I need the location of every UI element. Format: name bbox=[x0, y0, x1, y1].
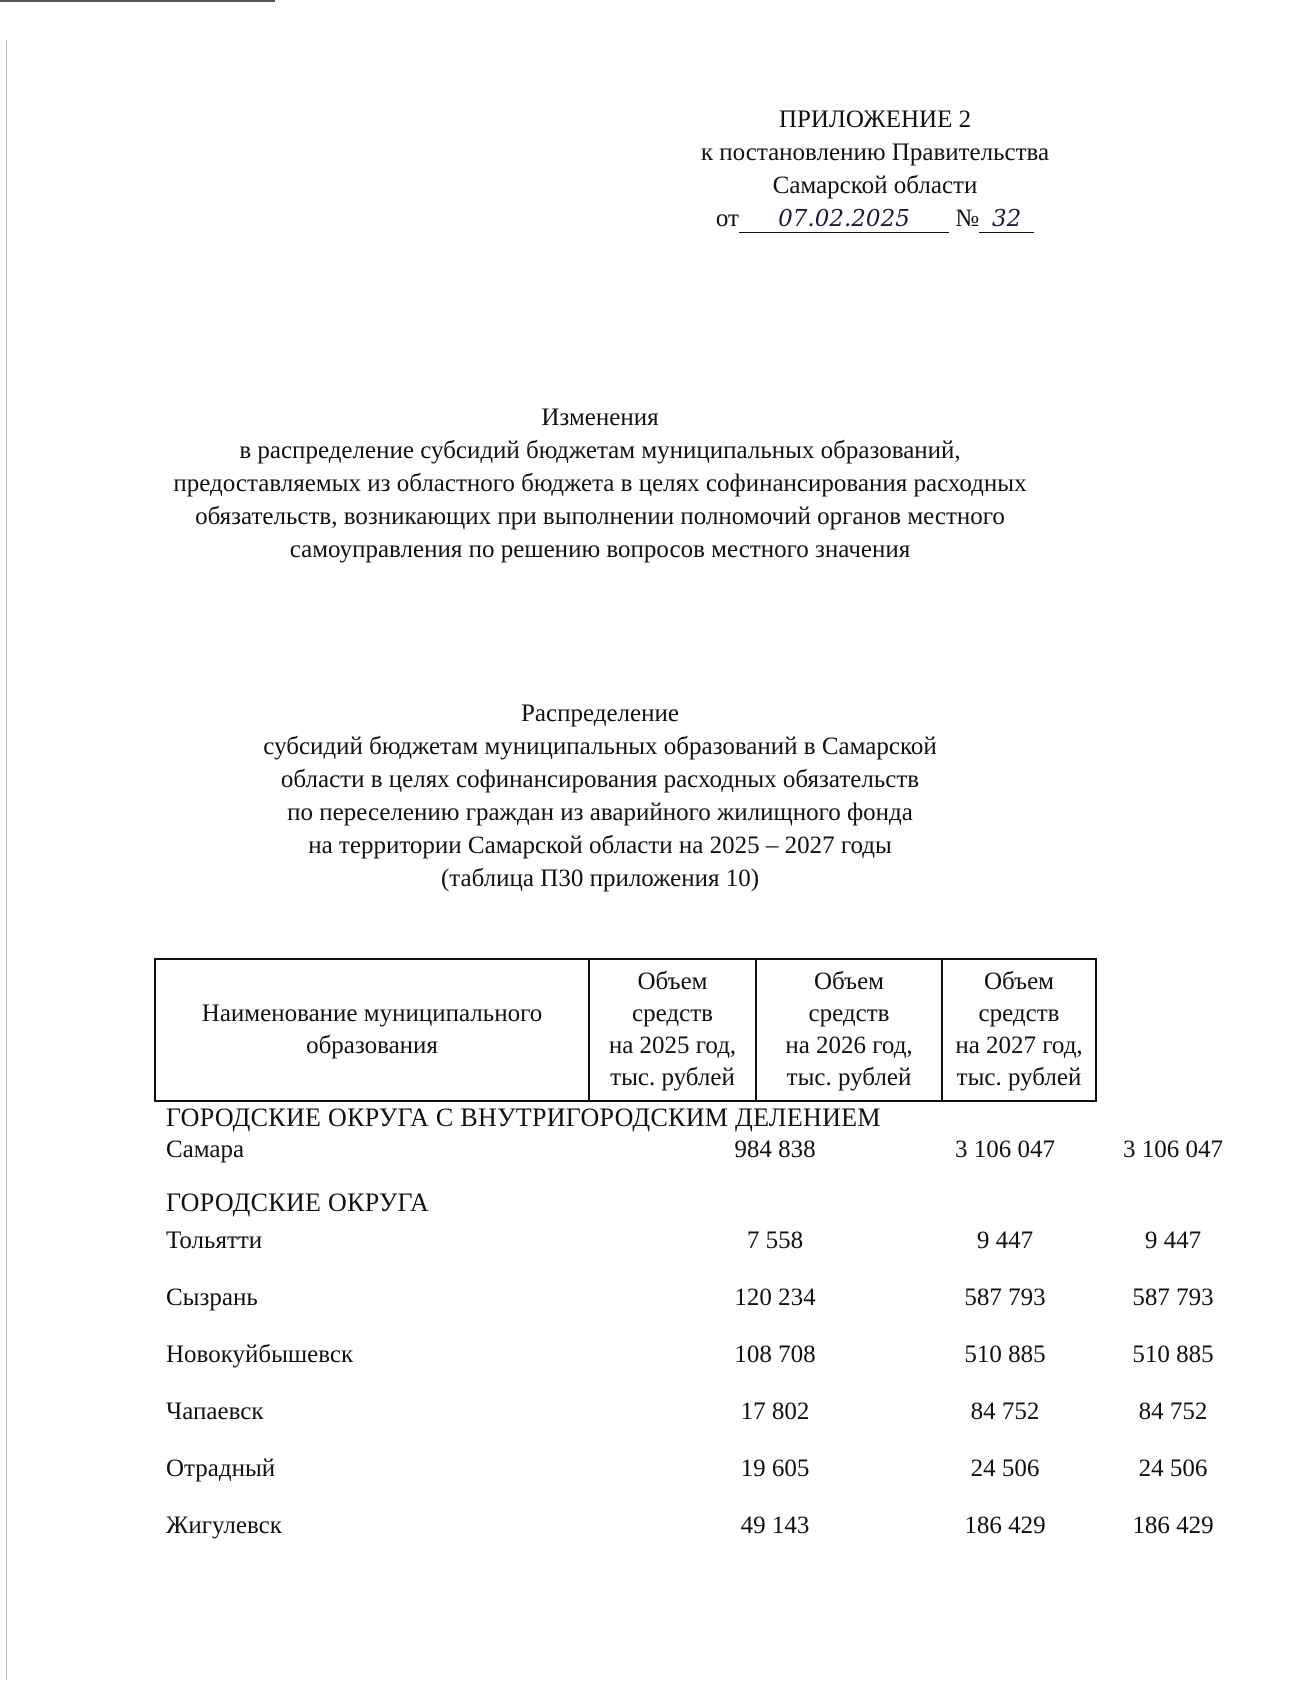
scan-edge-top bbox=[0, 0, 275, 2]
municipality-name: Новокуйбышевск bbox=[166, 1341, 354, 1368]
header-text: на 2025 год, bbox=[608, 1032, 737, 1059]
value-2027: 186 429 bbox=[1132, 1512, 1214, 1539]
distribution-line: субсидий бюджетам муниципальных образований в Самарской bbox=[263, 733, 937, 760]
appendix-header bbox=[640, 103, 1110, 235]
date-number-line bbox=[640, 202, 1110, 235]
header-text: средств bbox=[632, 1000, 713, 1027]
municipality-name: Сызрань bbox=[166, 1284, 258, 1311]
value-2026: 186 429 bbox=[964, 1512, 1046, 1539]
municipality-name: Жигулевск bbox=[166, 1512, 282, 1539]
value-2025: 49 143 bbox=[740, 1512, 810, 1539]
title-line: самоуправления по решению вопросов местного значения bbox=[289, 536, 911, 563]
header-text: Объем bbox=[814, 968, 884, 995]
table-row bbox=[166, 1227, 1202, 1259]
table-row bbox=[166, 1455, 1208, 1487]
distribution-title bbox=[200, 697, 1000, 895]
header-text: средств bbox=[808, 1000, 890, 1027]
header-text: Объем bbox=[984, 968, 1054, 995]
title-line: в распределение субсидий бюджетам муниципальных образований, bbox=[239, 437, 961, 464]
table-header-row bbox=[155, 959, 1096, 1101]
header-municipality bbox=[155, 959, 589, 1101]
scan-edge-left bbox=[6, 40, 7, 1680]
value-2025: 120 234 bbox=[734, 1284, 816, 1311]
header-text: Наименование муниципального bbox=[201, 1000, 543, 1027]
value-2025: 17 802 bbox=[740, 1398, 810, 1425]
value-2027: 9 447 bbox=[1144, 1227, 1202, 1254]
table-row bbox=[166, 1512, 1214, 1544]
value-2026: 510 885 bbox=[964, 1341, 1046, 1368]
header-text: на 2026 год, bbox=[785, 1032, 913, 1059]
table-row bbox=[166, 1136, 1223, 1168]
header-text: тыс. рублей bbox=[610, 1064, 735, 1091]
header-text: образования bbox=[306, 1032, 438, 1059]
title-line: Изменения bbox=[541, 404, 659, 431]
title-line: предоставляемых из областного бюджета в целях софинансирования расходных bbox=[173, 470, 1027, 497]
date-prefix: от bbox=[715, 205, 739, 232]
value-2026: 9 447 bbox=[976, 1227, 1034, 1254]
header-text: Объем bbox=[637, 968, 708, 995]
changes-title bbox=[130, 401, 1070, 566]
table-row bbox=[166, 1341, 1214, 1373]
distribution-line: (таблица П30 приложения 10) bbox=[440, 865, 760, 892]
title-line: обязательств, возникающих при выполнении полномочий органов местного bbox=[195, 503, 1005, 530]
value-2026: 587 793 bbox=[964, 1284, 1046, 1311]
municipality-name: Отрадный bbox=[166, 1455, 276, 1482]
distribution-line: на территории Самарской области на 2025 – 2027 годы bbox=[308, 832, 892, 859]
subsidy-table-header bbox=[154, 958, 1097, 1102]
appendix-subtitle: к постановлению Правительства bbox=[700, 139, 1050, 166]
distribution-line: области в целях софинансирования расходных обязательств bbox=[280, 766, 920, 793]
header-2026 bbox=[756, 959, 942, 1101]
distribution-line: по переселению граждан из аварийного жилищного фонда bbox=[287, 799, 913, 826]
value-2025: 108 708 bbox=[734, 1341, 816, 1368]
municipality-name: Чапаевск bbox=[166, 1398, 264, 1425]
handwritten-number: 32 bbox=[979, 206, 1034, 233]
distribution-line: Распределение bbox=[521, 700, 679, 727]
table-row bbox=[166, 1398, 1208, 1430]
appendix-title: ПРИЛОЖЕНИЕ 2 bbox=[778, 106, 972, 133]
value-2025: 19 605 bbox=[740, 1455, 810, 1482]
value-2027: 3 106 047 bbox=[1123, 1136, 1223, 1163]
municipality-name: Самара bbox=[166, 1136, 245, 1163]
handwritten-date: 07.02.2025 bbox=[739, 206, 949, 233]
value-2027: 84 752 bbox=[1138, 1398, 1208, 1425]
value-2027: 587 793 bbox=[1132, 1284, 1214, 1311]
header-text: средств bbox=[978, 1000, 1060, 1027]
section-title: ГОРОДСКИЕ ОКРУГА С ВНУТРИГОРОДСКИМ ДЕЛЕНИЕМ bbox=[166, 1103, 881, 1132]
value-2027: 24 506 bbox=[1138, 1455, 1208, 1482]
value-2025: 7 558 bbox=[746, 1227, 804, 1254]
section-title: ГОРОДСКИЕ ОКРУГА bbox=[166, 1188, 430, 1217]
value-2026: 3 106 047 bbox=[955, 1136, 1055, 1163]
value-2026: 84 752 bbox=[970, 1398, 1040, 1425]
number-prefix: № bbox=[955, 205, 980, 232]
header-2025 bbox=[589, 959, 756, 1101]
value-2026: 24 506 bbox=[970, 1455, 1040, 1482]
municipality-name: Тольятти bbox=[166, 1227, 263, 1254]
header-text: тыс. рублей bbox=[956, 1064, 1082, 1091]
header-2027 bbox=[942, 959, 1096, 1101]
header-text: на 2027 год, bbox=[955, 1032, 1083, 1059]
header-text: тыс. рублей bbox=[786, 1064, 912, 1091]
value-2027: 510 885 bbox=[1132, 1341, 1214, 1368]
appendix-region: Самарской области bbox=[772, 172, 978, 199]
value-2025: 984 838 bbox=[734, 1136, 816, 1163]
table-row bbox=[166, 1284, 1214, 1316]
